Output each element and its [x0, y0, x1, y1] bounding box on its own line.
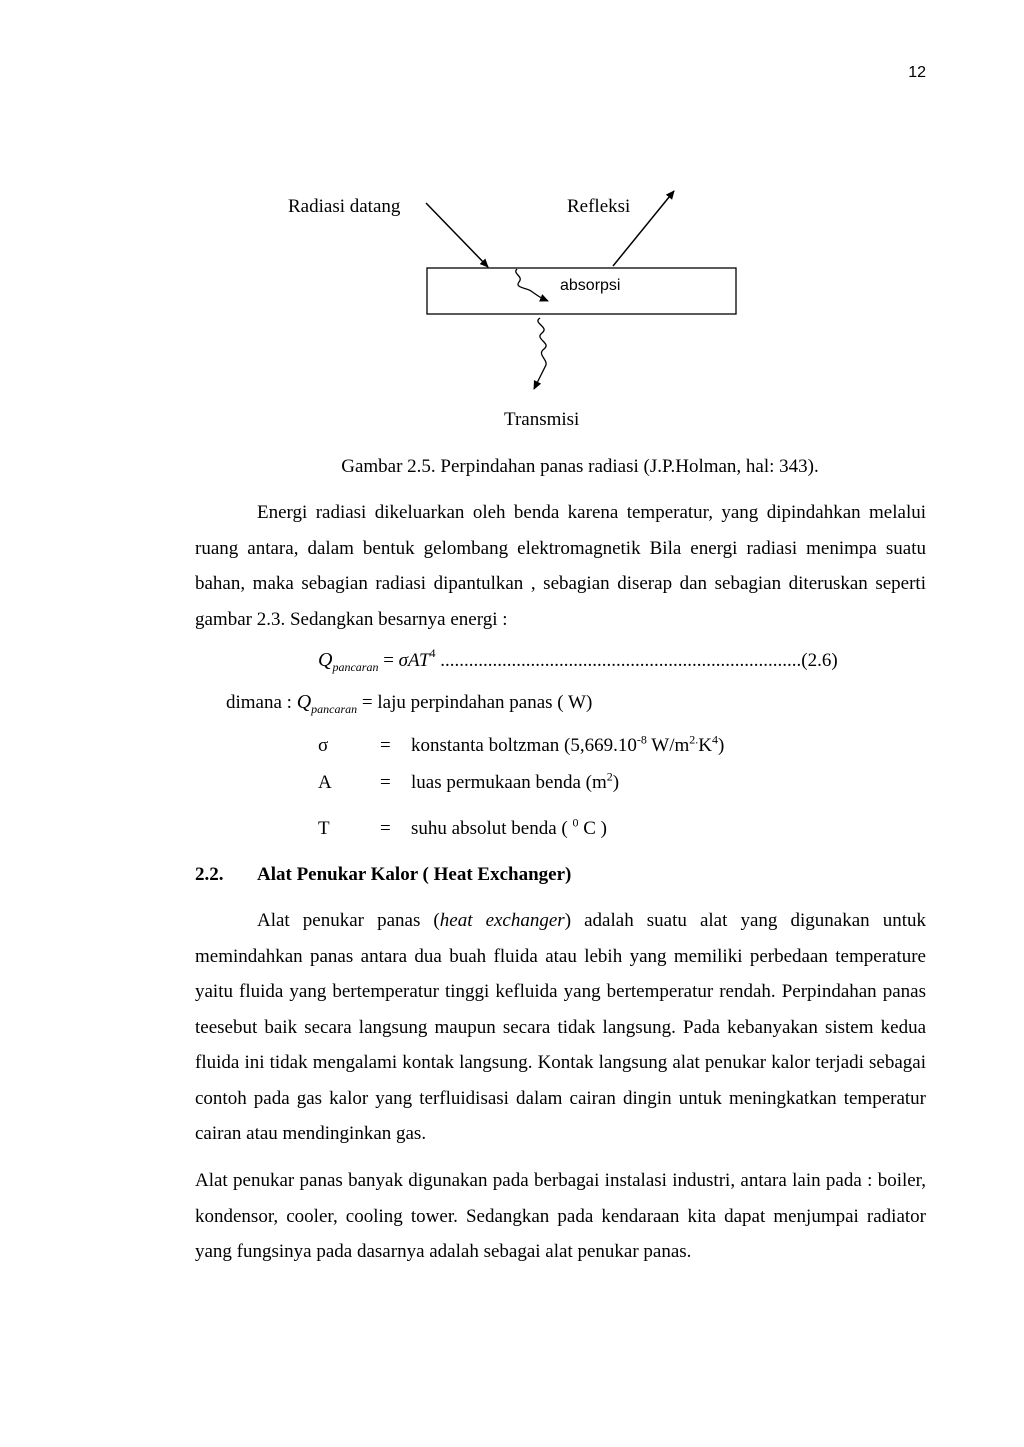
where-symbol: σ [318, 735, 329, 756]
incoming-label: Radiasi datang [288, 196, 401, 217]
equation-2-6 [318, 646, 838, 675]
page-number: 12 [908, 64, 926, 81]
where-equals: = [380, 818, 391, 839]
where-definition: suhu absolut benda ( $^0$ C ) [411, 815, 607, 839]
section-title: Alat Penukar Kalor ( Heat Exchanger) [257, 864, 572, 885]
equation-q-symbol: Q [318, 649, 333, 671]
equation-rhs: σAT [398, 650, 430, 671]
section-number: 2.2. [195, 864, 224, 885]
where-equals: = [380, 772, 391, 793]
where-definition: konstanta boltzman ($5,669.10^{-8}$ $W/m^{2.}K^4$) [411, 732, 725, 756]
reflection-label: Refleksi [567, 196, 631, 217]
where-q-subscript: pancaran [311, 702, 358, 716]
paragraph-applications: Alat penukar panas banyak digunakan pada berbagai instalasi industri, antara lain pada : boiler, kondensor, cooler, cooling tower. Sedangkan pada kendaraan kita dapat menjumpai radiator yang fungsinya pada dasarnya adalah sebagai alat penukar panas. [195, 1170, 926, 1262]
equation-exponent: 4 [429, 646, 436, 660]
where-q-symbol: Q [296, 691, 312, 713]
radiation-diagram [0, 0, 1024, 440]
transmission-wave [534, 318, 546, 389]
equation-q-subscript: pancaran [332, 660, 379, 674]
equation-equals: = [383, 650, 394, 671]
where-symbol: A [318, 772, 332, 793]
where-q-equals: = [361, 692, 373, 713]
where-intro: dimana : [226, 692, 292, 713]
absorption-wave [516, 269, 548, 301]
paragraph-radiation: Energi radiasi dikeluarkan oleh benda karena temperatur, yang dipindahkan melalui ruang antara, dalam bentuk gelombang elektromagnetik Bila energi radiasi menimpa suatu bahan, maka sebagian radiasi dipantulkan , sebagian diserap dan sebagian diteruskan seperti gambar 2.3. Sedangkan besarnya energi : [195, 502, 926, 630]
paragraph-heat-exchanger: Alat penukar panas (heat exchanger) adalah suatu alat yang digunakan untuk memindahkan panas antara dua buah fluida atau lebih yang memiliki perbedaan temperature yaitu fluida yang bertemperatur tinggi kefluida yang bertemperatur rendah. Perpindahan panas teesebut baik secara langsung maupun secara tidak langsung. Pada kebanyakan sistem kedua fluida ini tidak mengalami kontak langsung. Kontak langsung alat penukar kalor terjadi sebagai contoh pada gas kalor yang terfluidisasi dalam cairan dingin untuk meningkatkan temperatur cairan atau mendinginkan gas. [195, 910, 927, 1144]
radiation-diagram-svg [0, 0, 1024, 440]
figure-caption: Gambar 2.5. Perpindahan panas radiasi (J.P.Holman, hal: 343). [341, 456, 819, 477]
where-definition: luas permukaan benda $(m^2)$ [411, 769, 620, 793]
equation-leader: ............................................................................ [440, 650, 802, 671]
incoming-arrow [426, 203, 488, 267]
where-intro-row [226, 691, 592, 717]
where-equals: = [380, 735, 391, 756]
italic-term: heat exchanger [439, 910, 565, 931]
absorption-label: absorpsi [560, 277, 621, 294]
transmission-label: Transmisi [504, 409, 580, 430]
where-q-definition: laju perpindahan panas ( W) [377, 692, 593, 713]
section-heading [195, 864, 571, 886]
equation-number: (2.6) [801, 650, 838, 671]
where-symbol: T [318, 818, 330, 839]
